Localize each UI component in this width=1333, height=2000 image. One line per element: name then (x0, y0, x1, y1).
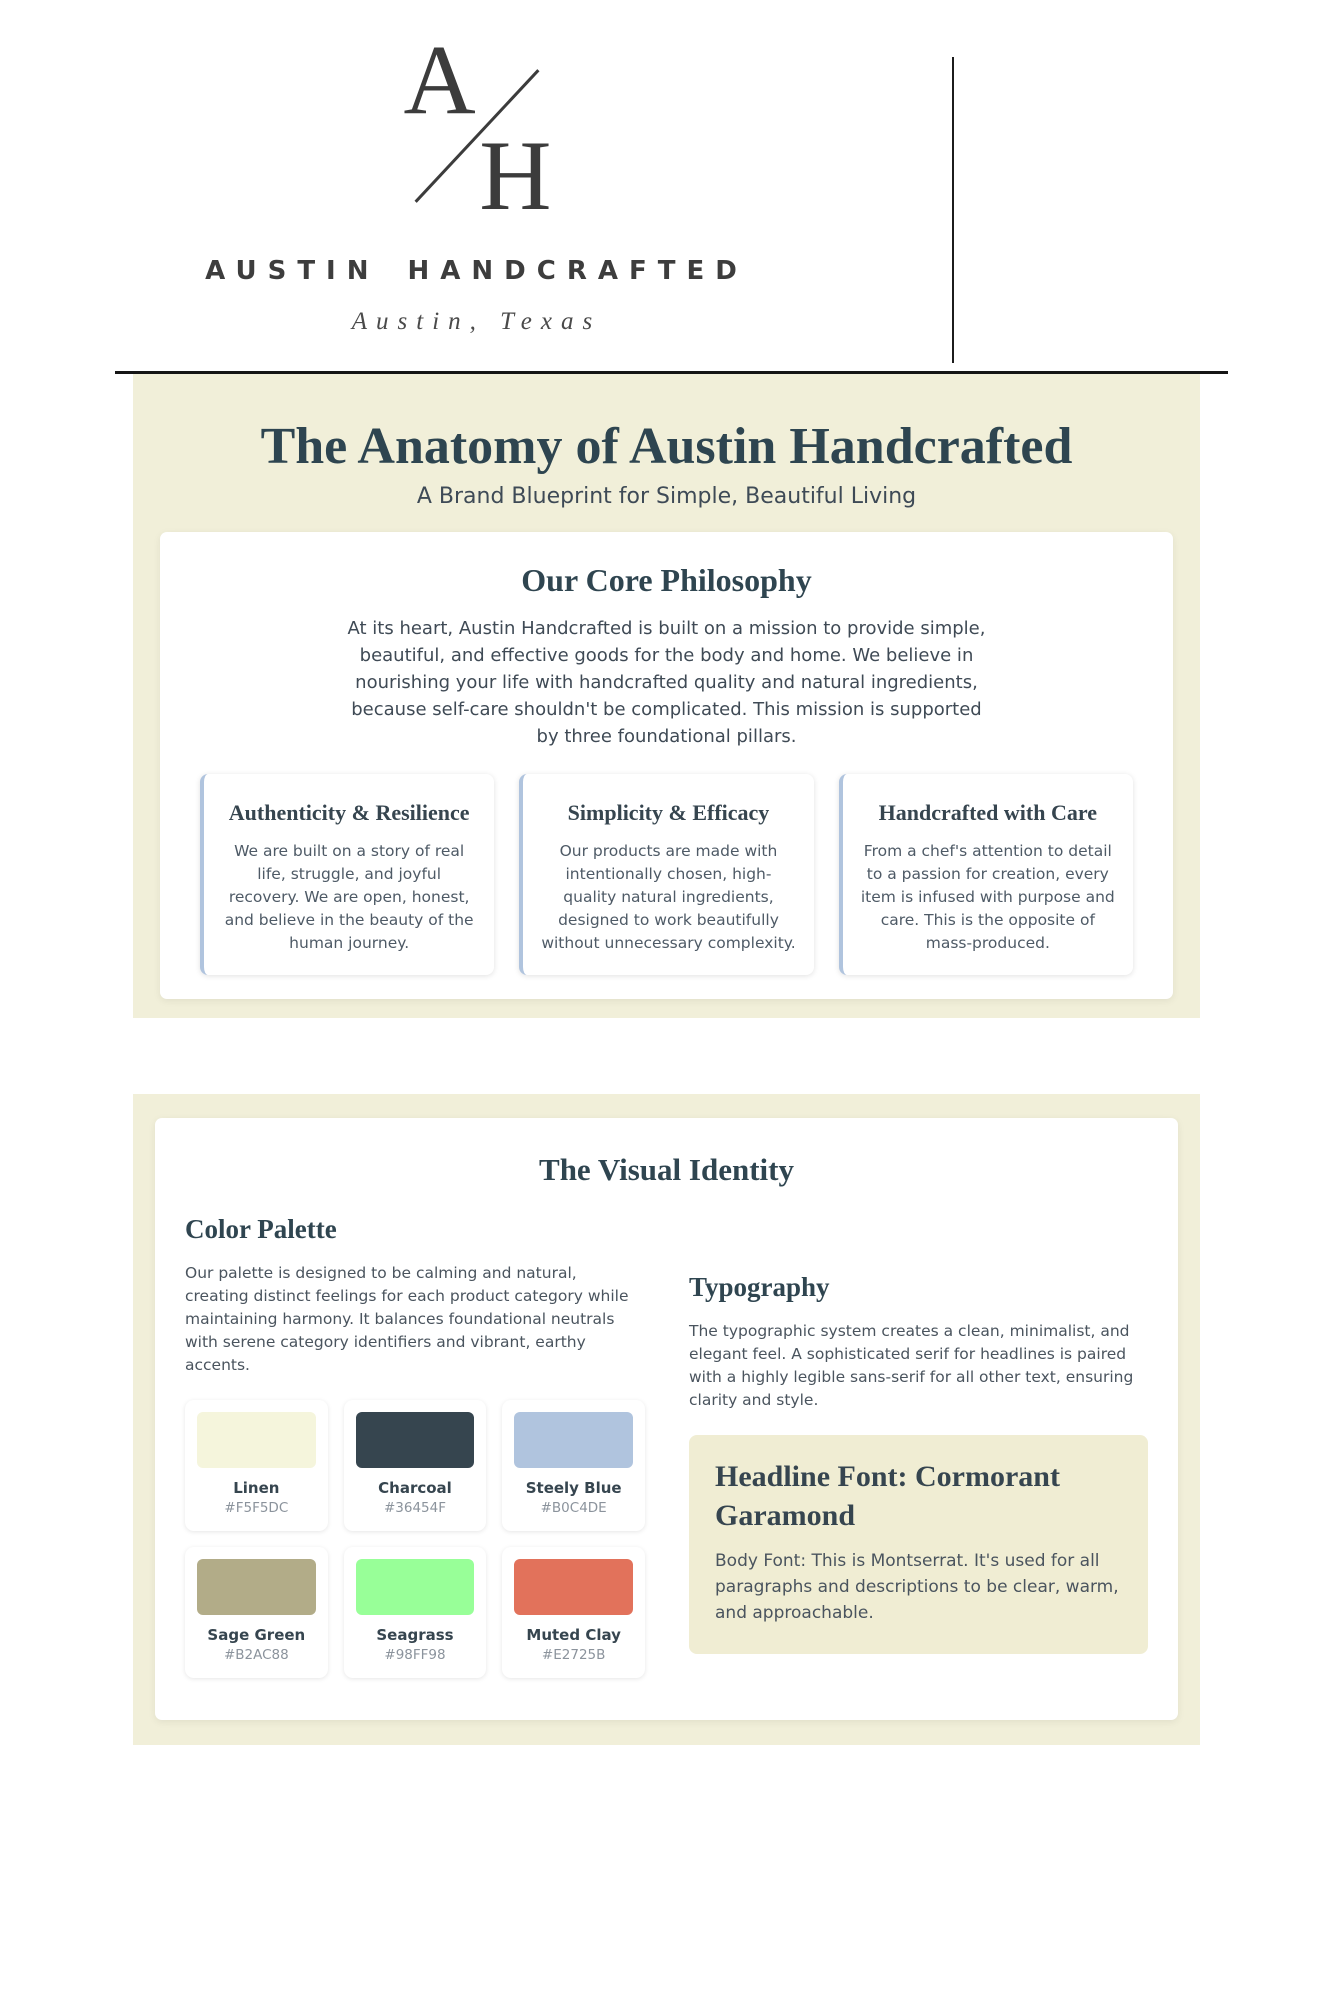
swatch-card-muted-clay (502, 1547, 645, 1678)
pillar-card-handcrafted (839, 774, 1133, 975)
swatch-name: Charcoal (378, 1479, 452, 1498)
swatch-hex: #98FF98 (384, 1647, 446, 1664)
swatch-name: Sage Green (207, 1626, 306, 1645)
page-title: The Anatomy of Austin Handcrafted (260, 418, 1073, 475)
pillar-body-text: From a chef's attention to detail to a passion for creation, every item is infused with purpose and care. This is the opposite of mass-produced. (860, 842, 1115, 953)
typography-body-text: The typographic system creates a clean, minimalist, and elegant feel. A sophisticated serif for headlines is paired with a highly legible sans-serif for all other text, ensuring clarity and style. (689, 1322, 1134, 1410)
brand-tagline: Austin, Texas (351, 308, 602, 335)
visual-identity-card (155, 1118, 1178, 1720)
logo-header (0, 0, 1333, 372)
anatomy-section (133, 372, 1200, 1018)
headline-font-title: Headline Font: Cormorant Garamond (715, 1460, 1060, 1533)
swatch-hex: #B0C4DE (540, 1500, 607, 1517)
pillar-body-text: We are built on a story of real life, struggle, and joyful recovery. We are open, honest, and believe in the beauty of the human journey. (224, 842, 474, 953)
swatch-name: Steely Blue (525, 1479, 622, 1498)
pillar-title: Handcrafted with Care (878, 800, 1097, 826)
swatch-color-block (356, 1412, 475, 1468)
swatch-hex: #E2725B (541, 1647, 606, 1664)
brand-wordmark: AUSTIN HANDCRAFTED (205, 256, 748, 286)
swatch-color-block (514, 1559, 633, 1615)
swatch-name: Seagrass (376, 1626, 454, 1645)
swatch-color-block (197, 1412, 316, 1468)
identity-columns (185, 1214, 1148, 1678)
swatch-card-sage-green (185, 1547, 328, 1678)
brand-logo (0, 24, 953, 336)
pillar-title: Authenticity & Resilience (228, 800, 470, 826)
headline-font-box (689, 1435, 1148, 1654)
core-philosophy-card (160, 532, 1173, 999)
monogram-letter-h: H (479, 120, 552, 231)
swatch-card-charcoal (344, 1400, 487, 1531)
logo-monogram (402, 24, 552, 231)
pillar-card-simplicity (519, 774, 813, 975)
philosophy-heading: Our Core Philosophy (521, 562, 812, 599)
typography-heading: Typography (689, 1272, 830, 1303)
color-palette-body-text: Our palette is designed to be calming and natural, creating distinct feelings for each product category while maintaining harmony. It balances foundational neutrals with serene category identifiers and vibrant, earthy accents. (185, 1264, 629, 1375)
pillar-body-text: Our products are made with intentionally chosen, high-quality natural ingredients, designed to work beautifully without unnecessary complexity. (541, 842, 796, 953)
visual-identity-heading: The Visual Identity (539, 1152, 794, 1188)
color-palette-heading: Color Palette (185, 1214, 337, 1245)
swatch-color-block (356, 1559, 475, 1615)
pillar-title: Simplicity & Efficacy (567, 800, 770, 826)
header-vertical-divider (952, 57, 954, 363)
philosophy-body-text: At its heart, Austin Handcrafted is built on a mission to provide simple, beautiful, and effective goods for the body and home. We believe in nourishing your life with handcrafted quality and natural ingredients, because self-care shouldn't be complicated. This mission is supported by three foundational pillars. (347, 618, 986, 748)
color-swatch-grid (185, 1400, 645, 1678)
swatch-color-block (197, 1559, 316, 1615)
swatch-card-steely-blue (502, 1400, 645, 1531)
swatch-name: Muted Clay (526, 1626, 621, 1645)
visual-identity-section (133, 1094, 1200, 1745)
monogram-letter-a: A (403, 24, 476, 135)
swatch-name: Linen (233, 1479, 280, 1498)
pillars-row (200, 774, 1133, 975)
swatch-color-block (514, 1412, 633, 1468)
header-horizontal-divider (115, 371, 1228, 374)
swatch-hex: #36454F (383, 1500, 446, 1517)
swatch-hex: #F5F5DC (224, 1500, 289, 1517)
swatch-card-seagrass (344, 1547, 487, 1678)
swatch-card-linen (185, 1400, 328, 1531)
pillar-card-authenticity (200, 774, 494, 975)
body-font-text: Body Font: This is Montserrat. It's used for all paragraphs and descriptions to be clear, warm, and approachable. (715, 1551, 1119, 1624)
color-palette-column (185, 1214, 645, 1678)
page-subtitle: A Brand Blueprint for Simple, Beautiful Living (416, 484, 917, 510)
swatch-hex: #B2AC88 (223, 1647, 289, 1664)
typography-column (689, 1214, 1148, 1678)
